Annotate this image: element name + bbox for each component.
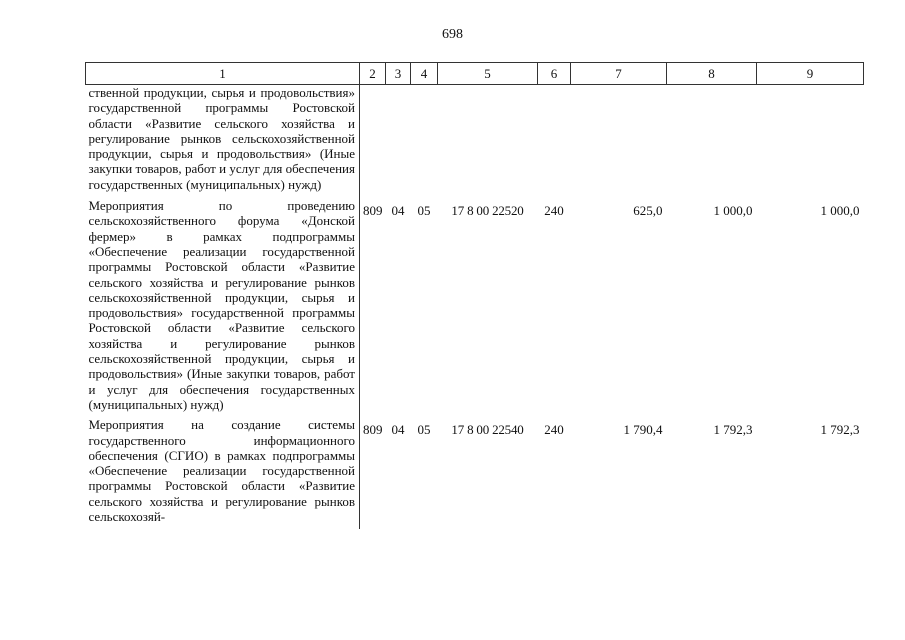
target-article-code: 17 8 00 22540	[451, 422, 524, 438]
table-body	[86, 85, 864, 530]
amount-col-8: 1 792,3	[713, 422, 753, 438]
table-cell	[411, 85, 438, 199]
header-col-5: 5	[438, 63, 538, 85]
amount-col-7: 1 790,4	[623, 422, 663, 438]
subsection-code: 05	[417, 203, 431, 219]
table-cell	[757, 85, 864, 199]
header-col-8: 8	[667, 63, 757, 85]
table-cell	[386, 85, 411, 199]
subsection-code: 05	[417, 422, 431, 438]
expense-type-code: 240	[544, 203, 564, 219]
amount-col-7: 625,0	[633, 203, 663, 219]
row-description: Мероприятия по проведению сельскохозяйственного форума «Донской фермер» в рамках подпрограммы «Обеспечение реализации государственной программы Ростовской области «Развитие сельского хозяйства и регулирование рынков сельскохозяйственной продукции, сырья и продовольствия» государственной программы Ростовской области «Развитие сельского хозяйства и регулирование рынков сельскохозяйственной продукции, сырья и продовольствия» (Иные закупки товаров, работ и услуг для обеспечения государственных (муниципальных) нужд)	[86, 198, 360, 417]
amount-col-9: 1 000,0	[820, 203, 860, 219]
row-description: Мероприятия на создание системы государственного информационного обеспечения (СГИО) в рамках подпрограммы «Обеспечение реализации государственной программы Ростовской области «Развитие сельского хозяйства и регулирование рынков сельскохозяй-	[86, 417, 360, 529]
section-code: 04	[391, 422, 405, 438]
table-cell	[571, 85, 667, 199]
table-cell	[538, 85, 571, 199]
amount-col-9: 1 792,3	[820, 422, 860, 438]
table-row	[86, 417, 864, 529]
target-article-code: 17 8 00 22520	[451, 203, 524, 219]
budget-table	[85, 62, 864, 529]
ministry-code: 809	[363, 203, 383, 219]
header-row	[86, 63, 864, 85]
table-cell	[360, 85, 386, 199]
ministry-code: 809	[363, 422, 383, 438]
header-col-4: 4	[411, 63, 438, 85]
amount-col-8: 1 000,0	[713, 203, 753, 219]
table-cell	[438, 85, 538, 199]
header-col-2: 2	[360, 63, 386, 85]
header-col-1: 1	[86, 63, 360, 85]
table-row	[86, 198, 864, 417]
table-cell	[667, 85, 757, 199]
header-col-9: 9	[757, 63, 864, 85]
section-code: 04	[391, 203, 405, 219]
expense-type-code: 240	[544, 422, 564, 438]
header-col-6: 6	[538, 63, 571, 85]
header-col-7: 7	[571, 63, 667, 85]
page-number: 698	[442, 27, 463, 42]
header-col-3: 3	[386, 63, 411, 85]
table-row-continuation	[86, 85, 864, 199]
table-header	[86, 63, 864, 85]
continuation-description: ственной продукции, сырья и продовольствия» государственной программы Ростовской области «Развитие сельского хозяйства и регулирование рынков сельскохозяйственной продукции, сырья и продовольствия» (Иные закупки товаров, работ и услуг для обеспечения государственных (муниципальных) нужд)	[86, 85, 360, 199]
